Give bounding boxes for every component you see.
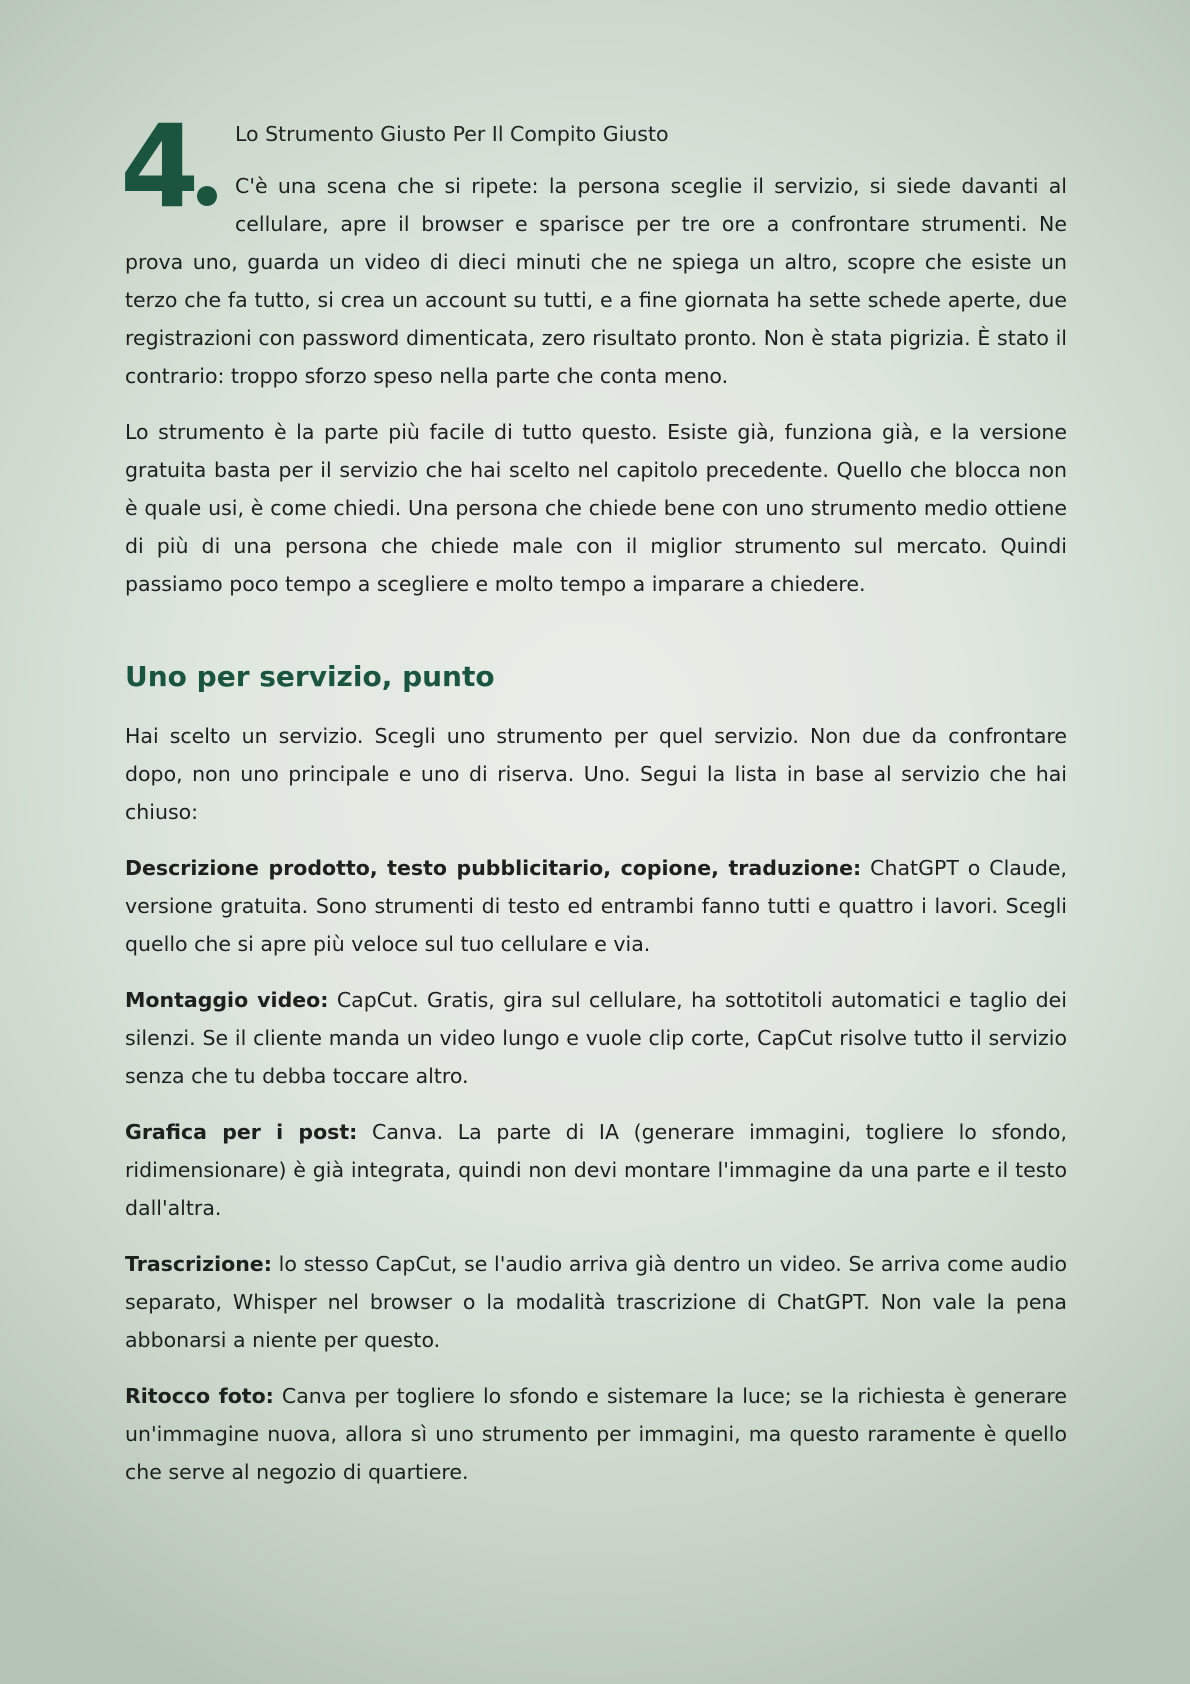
intro-paragraph-1 bbox=[125, 167, 1067, 395]
list-item-text: lo stesso CapCut, se l'audio arriva già dentro un video. Se arriva come audio separato, Whisper nel browser o la modalità trascrizione di ChatGPT. Non vale la pena abbonarsi a niente per questo. bbox=[125, 1252, 1067, 1352]
list-item bbox=[125, 1377, 1067, 1491]
page-content bbox=[120, 100, 1067, 1491]
list-item-text: Canva. La parte di IA (generare immagini, togliere lo sfondo, ridimensionare) è già integrata, quindi non devi montare l'immagine da una parte e il testo dall'altra. bbox=[125, 1120, 1067, 1220]
chapter-header bbox=[120, 100, 1067, 395]
list-item-label: Ritocco foto: bbox=[125, 1384, 274, 1408]
chapter-title: Lo Strumento Giusto Per Il Compito Giusto bbox=[235, 122, 669, 146]
chapter-number bbox=[120, 100, 217, 233]
intro-paragraph-2: Lo strumento è la parte più facile di tutto questo. Esiste già, funziona già, e la versione gratuita basta per il servizio che hai scelto nel capitolo precedente. Quello che blocca non è quale usi, è come chiedi. Una persona che chiede bene con uno strumento medio ottiene di più di una persona che chiede male con il miglior strumento sul mercato. Quindi passiamo poco tempo a scegliere e molto tempo a imparare a chiedere. bbox=[125, 420, 1067, 596]
list-item-text: CapCut. Gratis, gira sul cellulare, ha sottotitoli automatici e taglio dei silenzi. Se il cliente manda un video lungo e vuole clip corte, CapCut risolve tutto il servizio senza che tu debba toccare altro. bbox=[125, 988, 1067, 1088]
list-item-label: Montaggio video: bbox=[125, 988, 329, 1012]
list-item bbox=[125, 849, 1067, 963]
list-item-label: Trascrizione: bbox=[125, 1252, 272, 1276]
intro-paragraph-1-text: C'è una scena che si ripete: la persona sceglie il servizio, si siede davanti al cellulare, apre il browser e sparisce per tre ore a confrontare strumenti. Ne prova uno, guarda un video di dieci minuti che ne spiega un altro, scopre che esiste un terzo che fa tutto, si crea un account su tutti, e a fine giornata ha sette schede aperte, due registrazioni con password dimenticata, zero risultato pronto. Non è stata pigrizia. È stato il contrario: troppo sforzo speso nella parte che conta meno. bbox=[125, 174, 1067, 388]
list-item-label: Grafica per i post: bbox=[125, 1120, 358, 1144]
list-item-label: Descrizione prodotto, testo pubblicitario, copione, traduzione: bbox=[125, 856, 862, 880]
list-item bbox=[125, 1245, 1067, 1359]
section-intro: Hai scelto un servizio. Scegli uno strumento per quel servizio. Non due da confrontare dopo, non uno principale e uno di riserva. Uno. Segui la lista in base al servizio che hai chiuso: bbox=[125, 724, 1067, 824]
list-item bbox=[125, 1113, 1067, 1227]
list-item-text: Canva per togliere lo sfondo e sistemare la luce; se la richiesta è generare un'immagine nuova, allora sì uno strumento per immagini, ma questo raramente è quello che serve al negozio di quartiere. bbox=[125, 1384, 1067, 1484]
list-item-text: ChatGPT o Claude, versione gratuita. Sono strumenti di testo ed entrambi fanno tutti e quattro i lavori. Scegli quello che si apre più veloce sul tuo cellulare e via. bbox=[125, 856, 1067, 956]
list-item bbox=[125, 981, 1067, 1095]
section-title: Uno per servizio, punto bbox=[125, 660, 495, 693]
chapter-number-dot bbox=[197, 186, 217, 206]
chapter-number-digit: 4 bbox=[120, 100, 196, 233]
